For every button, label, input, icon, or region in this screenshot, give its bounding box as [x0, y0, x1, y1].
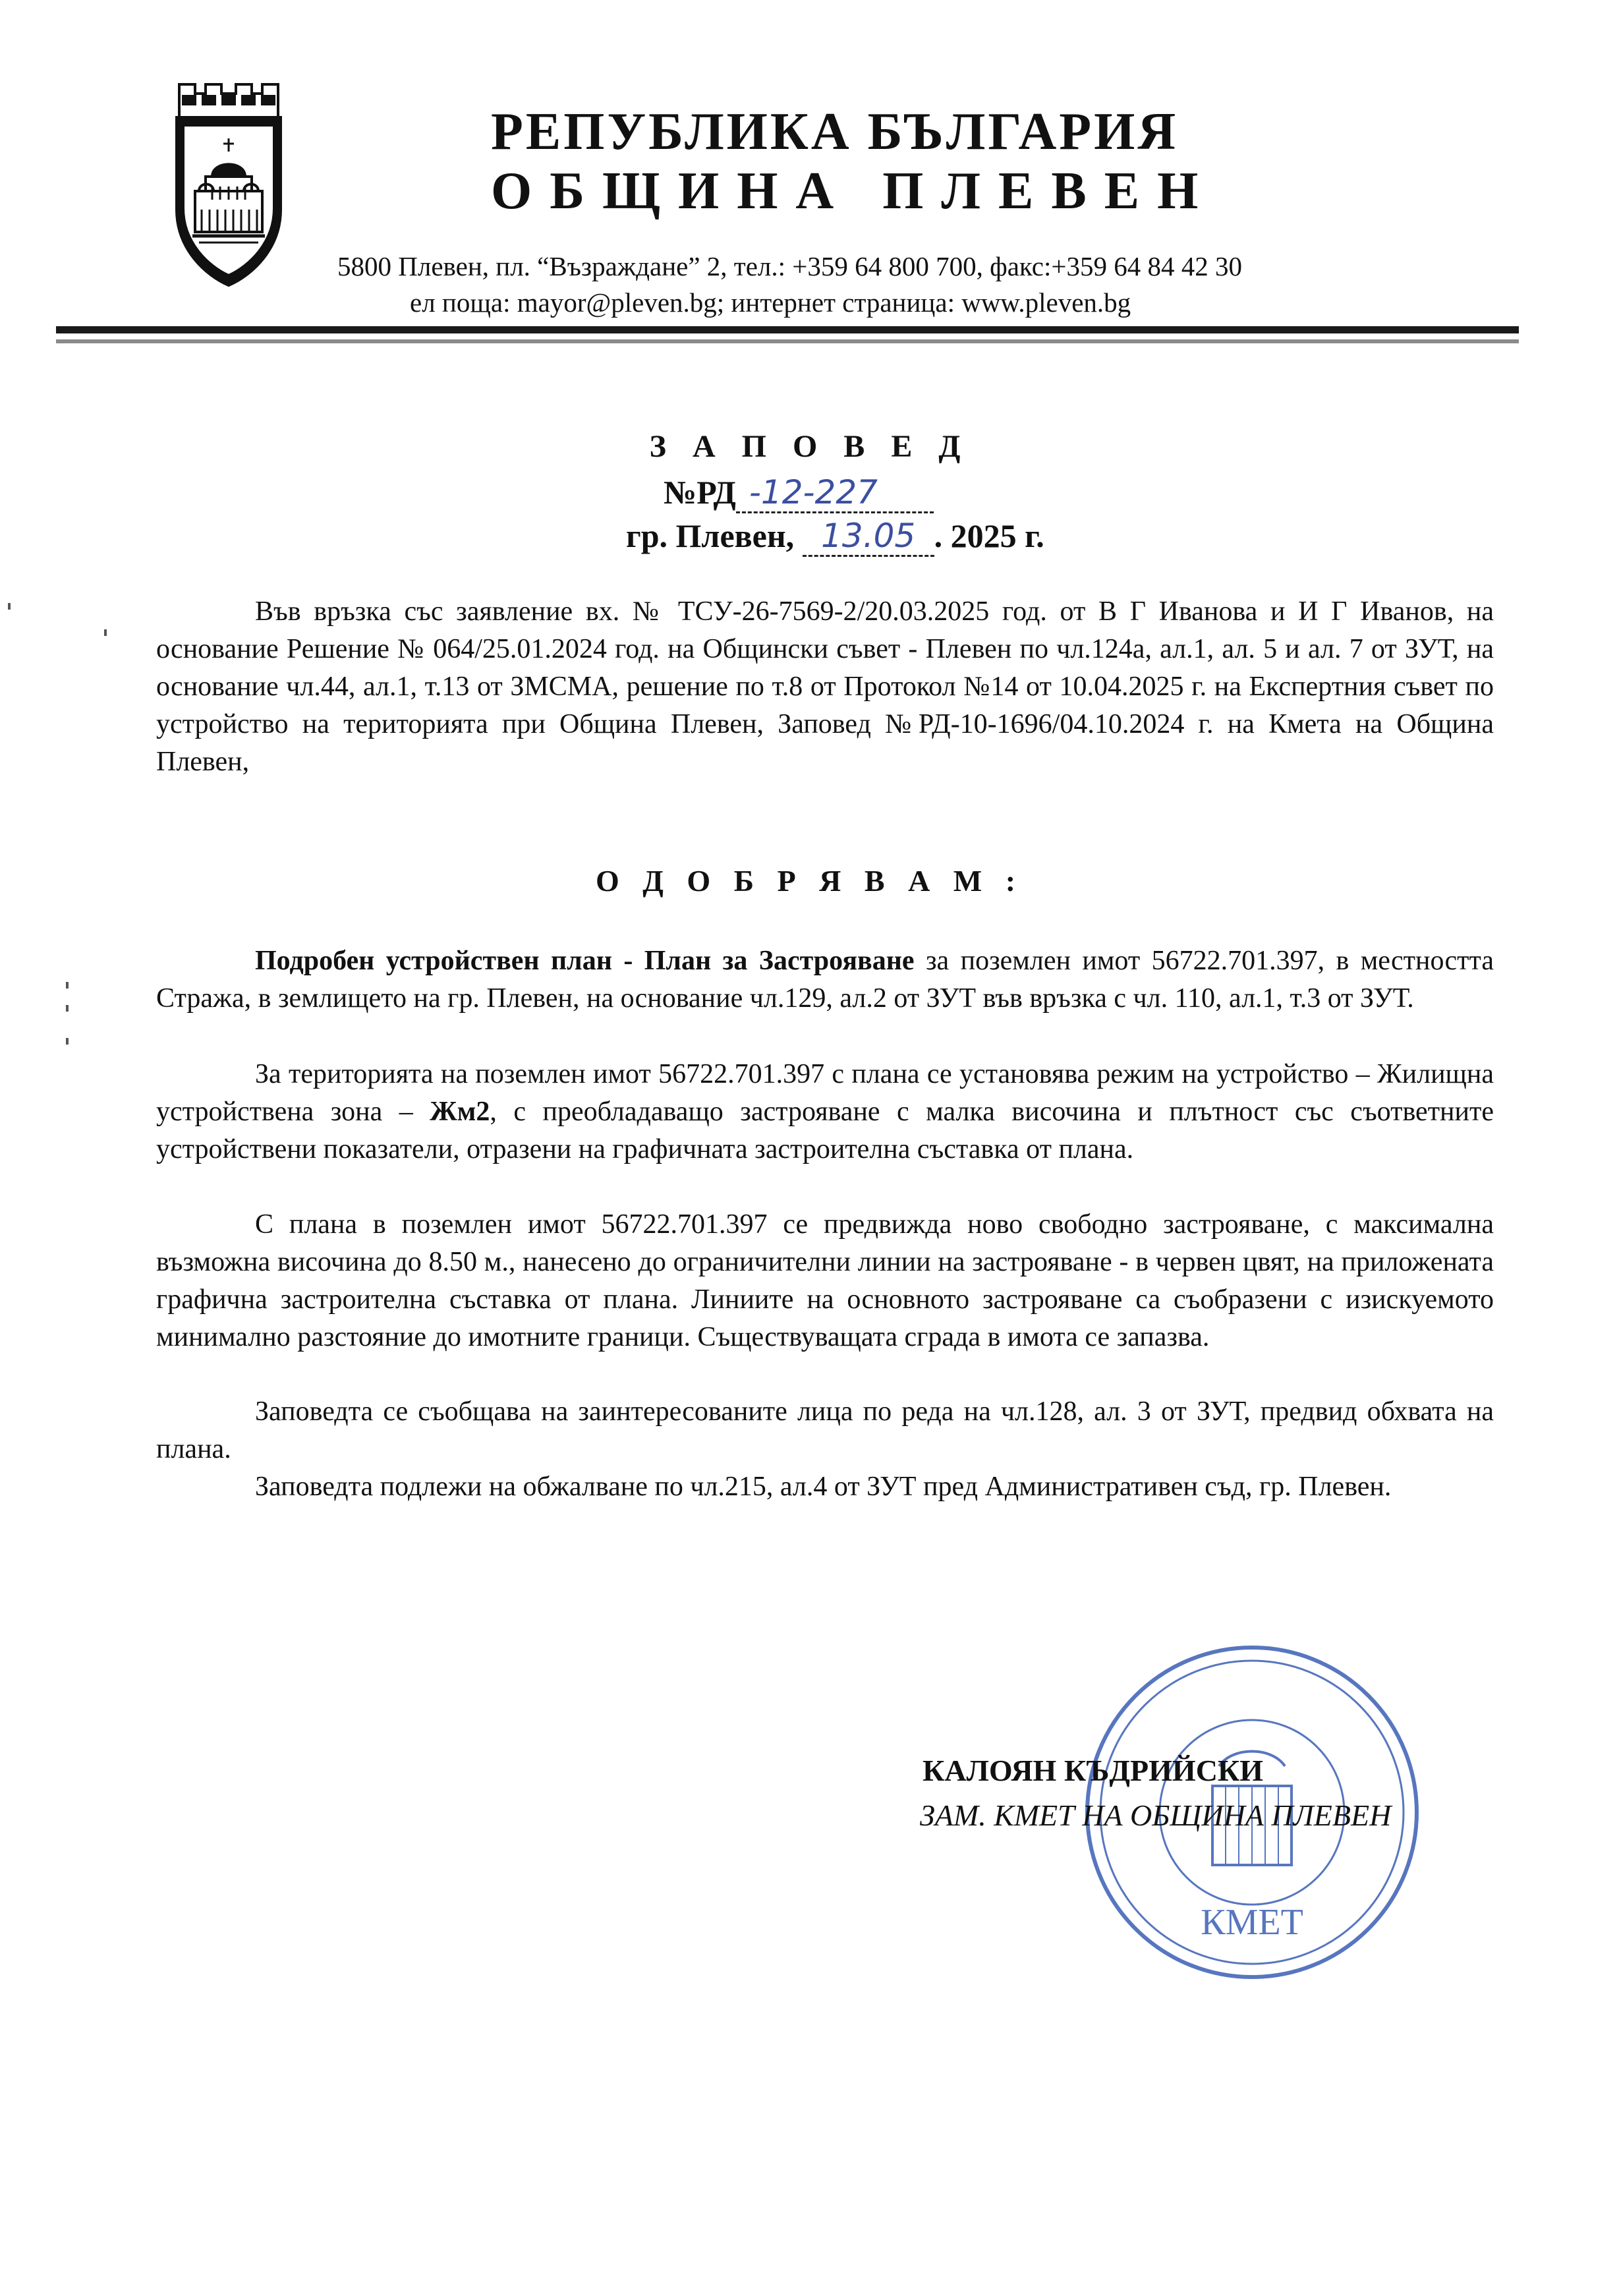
paragraph-appeal: Заповедта подлежи на обжалване по чл.215, ал.4 от ЗУТ пред Административен съд, гр. Плевен.: [255, 1472, 1392, 1502]
intro-paragraph: Във връзка със заявление вх. № ТСУ-26-7569-2/20.03.2025 год. от В Г Иванова и И Г Иванов, на основание Решение № 064/25.01.2024 год. на Общински съвет - Плевен по чл.124а, ал.1, ал. 5 и ал. 7 от ЗУТ, на основание чл.44, ал.1, т.13 от ЗМСМА, решение по т.8 от Протокол №14 от 10.04.2025 г. на Експертния съвет по устройство на територията при Община Плевен, Заповед №РД-10-1696/04.10.2024 г. на Кмета на Община Плевен,: [156, 596, 1494, 777]
zone-text-before: За територията на поземлен имот 56722.701.397 с плана се установява режим на устройство – Жилищна устройствена зона –: [156, 1059, 1494, 1127]
municipal-crest-logo: [173, 78, 285, 289]
header-municipality: ОБЩИНА ПЛЕВЕН: [491, 162, 1216, 220]
header-country: РЕПУБЛИКА БЪЛГАРИЯ: [491, 103, 1179, 161]
order-city: гр. Плевен,: [626, 517, 795, 554]
paragraph-notice: Заповедта се съобщава на заинтересованите лица по реда на чл.128, ал. 3 от ЗУТ, предвид обхвата на плана.: [156, 1396, 1494, 1464]
order-date-field: [803, 517, 934, 557]
scan-speck: [66, 1038, 69, 1045]
zone-code: Жм2: [430, 1097, 490, 1127]
signatory-role: ЗАМ. КМЕТ НА ОБЩИНА ПЛЕВЕН: [920, 1798, 1392, 1832]
header-contacts: ел поща: mayor@pleven.bg; интернет страница: www.pleven.bg: [410, 287, 1131, 318]
paragraph-building: С плана в поземлен имот 56722.701.397 се предвижда ново свободно застрояване, с максимална възможна височина до 8.50 м., нанесено до ограничителни линии на застрояване - в червен цвят, на приложената графична застроителна съставка от плана. Линиите на основното застрояване са съобразени с изискуемото минимално разстояние до имотните граници. Съществуващата сграда в имота се запазва.: [156, 1209, 1494, 1352]
paragraph-zone: [156, 1056, 1494, 1168]
header-divider-thick: [56, 326, 1519, 333]
plan-text: за поземлен имот 56722.701.397, в местността Стража, в землището на гр. Плевен, на основание чл.129, ал.2 от ЗУТ във връзка с чл. 110, ал.1, т.3 от ЗУТ.: [156, 946, 1494, 1014]
order-date-line: [626, 517, 1044, 557]
order-number-handwritten: -12-227: [749, 473, 878, 511]
scan-speck: [8, 603, 11, 610]
zone-text-after: , с преобладаващо застрояване с малка височина и плътност със съответните устройствени показатели, отразени на графичната застроителна съставка от плана.: [156, 1097, 1494, 1164]
scan-speck: [104, 629, 107, 636]
header-address: 5800 Плевен, пл. “Възраждане” 2, тел.: +359 64 800 700, факс:+359 64 84 42 30: [337, 251, 1242, 281]
header-divider-thin: [56, 339, 1519, 343]
order-number-prefix: №РД: [664, 474, 736, 511]
stamp-label: КМЕТ: [1201, 1902, 1303, 1943]
approve-heading: О Д О Б Р Я В А М :: [595, 864, 1024, 898]
order-date-handwritten: 13.05: [821, 517, 916, 555]
order-number-field: [736, 473, 934, 513]
scan-speck: [66, 982, 69, 989]
plan-title-bold: Подробен устройствен план - План за Застрояване: [255, 946, 915, 976]
order-year: . 2025 г.: [934, 517, 1044, 554]
order-title: З А П О В Е Д: [649, 429, 970, 464]
order-number: [664, 473, 934, 513]
scan-speck: [66, 1005, 69, 1012]
signatory-name: КАЛОЯН КЪДРИЙСКИ: [923, 1754, 1264, 1787]
paragraph-plan: [156, 942, 1494, 1018]
